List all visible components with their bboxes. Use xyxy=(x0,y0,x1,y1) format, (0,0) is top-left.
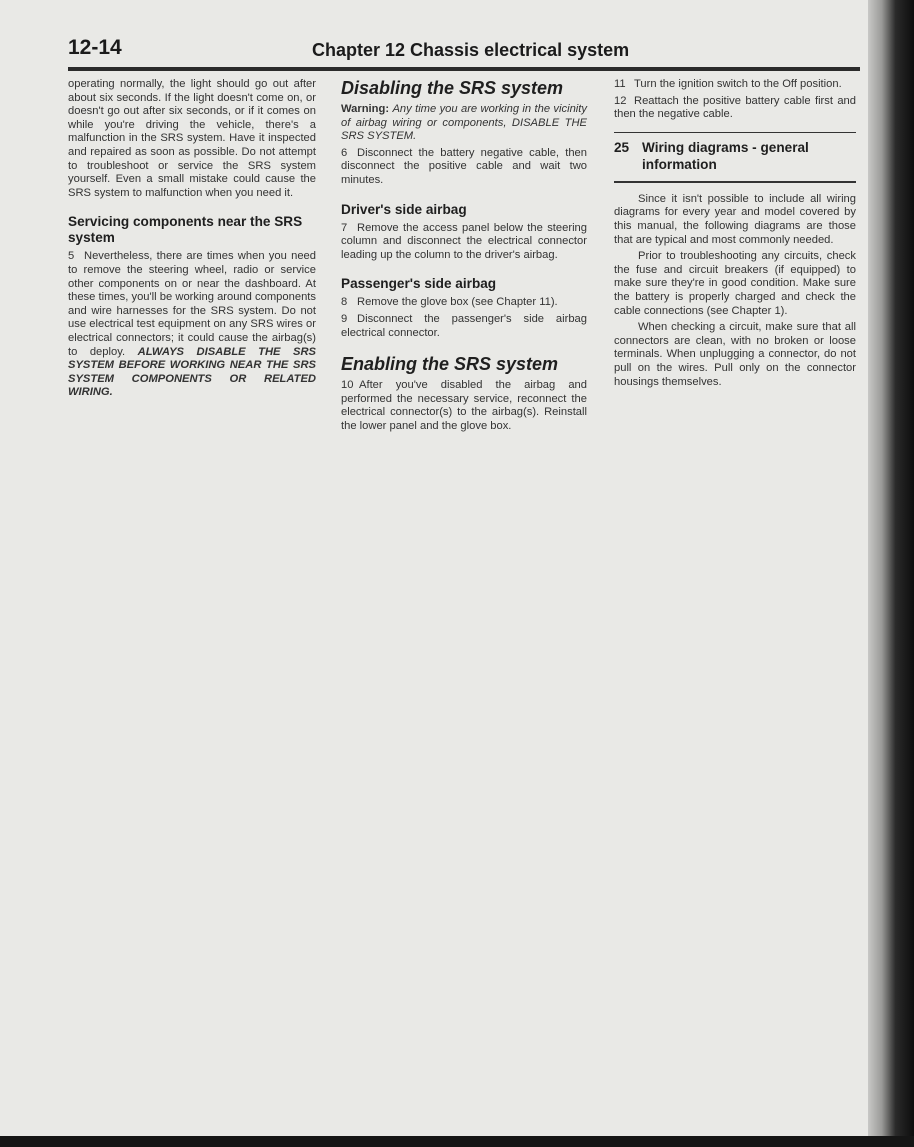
section-heading-servicing: Servicing components near the SRS system xyxy=(68,214,303,246)
paragraph-text: Remove the glove box (see Chapter 11). xyxy=(357,296,558,309)
section-25-heading xyxy=(614,139,856,173)
paragraph-11 xyxy=(614,78,856,92)
paragraph-number: 9 xyxy=(341,312,348,325)
column-3 xyxy=(614,78,856,389)
paragraph-10 xyxy=(341,379,587,433)
paragraph-text: Disconnect the passenger's side airbag electrical connector. xyxy=(341,312,587,339)
paragraph-text: Reattach the positive battery cable first and then the negative cable. xyxy=(614,94,856,121)
section-title: Wiring diagrams - general information xyxy=(642,140,809,173)
wiring-paragraph-3: When checking a circuit, make sure that all connectors are clean, with no broken or loose terminals. When unplugging a connector, do not pull on the wires. Pull only on the connector housings themselves. xyxy=(614,321,856,388)
section-rule-bottom xyxy=(614,181,856,183)
paragraph-number: 12 xyxy=(614,94,627,107)
page-binding-edge xyxy=(868,0,914,1147)
column-2 xyxy=(341,78,587,434)
chapter-title: Chapter 12 Chassis electrical system xyxy=(312,40,630,60)
paragraph-text: Remove the access panel below the steering column and disconnect the electrical connector leading up the column to the driver's airbag. xyxy=(341,221,587,261)
heading-passenger-airbag: Passenger's side airbag xyxy=(341,276,497,292)
paragraph-9 xyxy=(341,313,587,340)
heading-enabling-srs: Enabling the SRS system xyxy=(341,354,559,375)
wiring-paragraph-2: Prior to troubleshooting any circuits, check the fuse and circuit breakers (if equipped) to make sure they're in good condition. Make sure the battery is properly charged and check the cable connections (see Chapter 1). xyxy=(614,250,856,317)
column-1 xyxy=(68,78,316,400)
paragraph-12 xyxy=(614,95,856,122)
paragraph-text: Nevertheless, there are times when you need to remove the steering wheel, radio or service other components on or near the dashboard. At these times, you'll be working around components and wire harnesses for the SRS system. Do not use electrical test equipment on any SRS wires or electrical connectors; it could cause the airbag(s) to deploy. xyxy=(68,250,316,358)
scan-bottom-edge xyxy=(0,1136,914,1147)
paragraph-caps-warning: ALWAYS DISABLE THE SRS SYSTEM BEFORE WORKING NEAR THE SRS SYSTEM COMPONENTS OR RELATED WIRING. xyxy=(68,345,317,399)
paragraph-number: 10 xyxy=(341,379,354,392)
heading-driver-airbag: Driver's side airbag xyxy=(341,201,467,217)
header-rule xyxy=(68,67,860,71)
paragraph-number: 6 xyxy=(341,146,348,159)
paragraph-text: Turn the ignition switch to the Off position. xyxy=(634,78,842,90)
paragraph-6 xyxy=(341,147,587,188)
warning-paragraph xyxy=(341,103,587,144)
paragraph-text: Disconnect the battery negative cable, then disconnect the positive cable and wait two minutes. xyxy=(341,146,587,186)
paragraph-number: 5 xyxy=(68,250,75,263)
page-number: 12-14 xyxy=(68,36,122,59)
heading-disabling-srs: Disabling the SRS system xyxy=(341,78,564,98)
wiring-paragraph-1: Since it isn't possible to include all wiring diagrams for every year and model covered by this manual, the following diagrams are those that are typical and most commonly needed. xyxy=(614,192,856,246)
paragraph-text: After you've disabled the airbag and performed the necessary service, reconnect the electrical connector(s) to the airbag(s). Reinstall the lower panel and the glove box. xyxy=(341,379,587,432)
paragraph-5 xyxy=(68,250,316,400)
section-rule-top xyxy=(614,132,856,134)
intro-paragraph: operating normally, the light should go out after about six seconds. If the light doesn't come on, or doesn't go out after six seconds, or if it comes on while you're driving the vehicle, there's a malfunction in the SRS system. Have it inspected and repaired as soon as possible. Do not attempt to troubleshoot or service the SRS system yourself. Even a small mistake could cause the SRS system to malfunction when you need it. xyxy=(68,78,316,199)
paragraph-8 xyxy=(341,296,587,310)
paragraph-number: 11 xyxy=(614,78,626,90)
paragraph-7 xyxy=(341,222,587,263)
section-number: 25 xyxy=(614,140,630,156)
paragraph-number: 8 xyxy=(341,296,348,309)
warning-label: Warning: xyxy=(341,103,390,115)
warning-text: Any time you are working in the vicinity of airbag wiring or components, DISABLE THE SRS SYSTEM. xyxy=(341,103,587,143)
paragraph-number: 7 xyxy=(341,221,348,234)
